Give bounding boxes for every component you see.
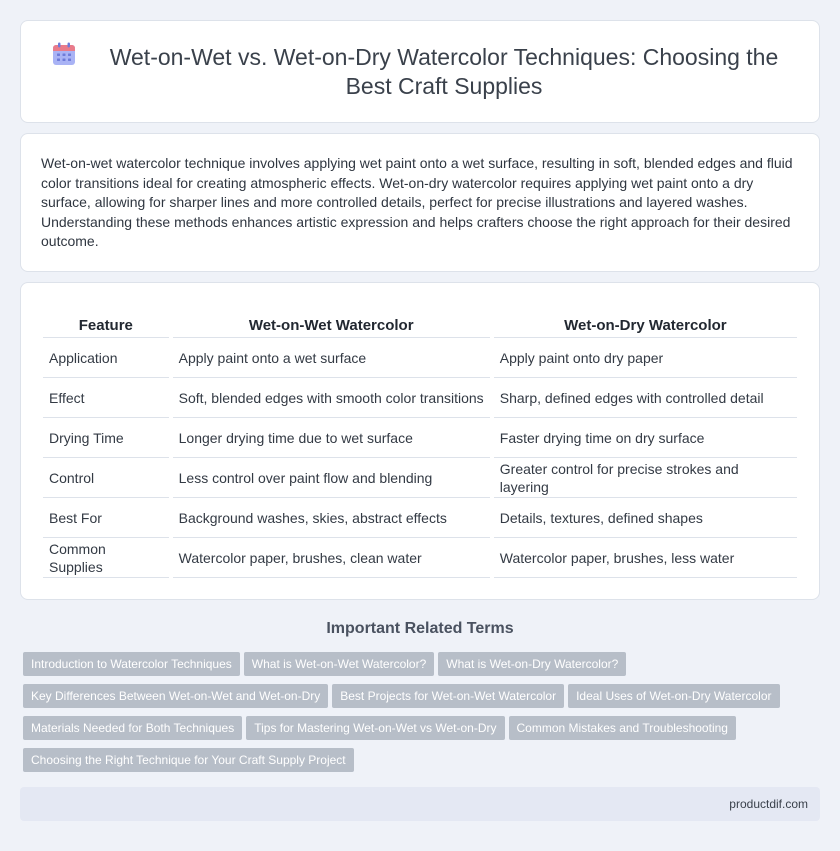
calendar-icon: [51, 41, 77, 67]
related-terms-title: Important Related Terms: [326, 620, 514, 637]
related-term-link[interactable]: Ideal Uses of Wet-on-Dry Watercolor: [568, 684, 779, 708]
wet-on-wet-cell: Apply paint onto a wet surface: [173, 338, 490, 378]
wet-on-dry-cell: Details, textures, defined shapes: [494, 498, 797, 538]
footer: [20, 787, 820, 821]
related-term-link[interactable]: Tips for Mastering Wet-on-Wet vs Wet-on-Dry: [246, 716, 504, 740]
wet-on-dry-cell: Greater control for precise strokes and layering: [494, 458, 797, 498]
related-terms-list: [23, 652, 823, 780]
table-header-row: [43, 305, 797, 338]
header-wet-on-dry: Wet-on-Dry Watercolor: [494, 305, 797, 338]
comparison-table: [39, 305, 801, 578]
footer-site-name[interactable]: productdif.com: [729, 797, 808, 811]
table-row: [43, 338, 797, 378]
related-term-link[interactable]: What is Wet-on-Dry Watercolor?: [438, 652, 626, 676]
wet-on-wet-cell: Soft, blended edges with smooth color transitions: [173, 378, 490, 418]
wet-on-dry-cell: Apply paint onto dry paper: [494, 338, 797, 378]
related-term-link[interactable]: What is Wet-on-Wet Watercolor?: [244, 652, 435, 676]
table-row: [43, 458, 797, 498]
wet-on-wet-cell: Watercolor paper, brushes, clean water: [173, 538, 490, 578]
wet-on-wet-cell: Longer drying time due to wet surface: [173, 418, 490, 458]
feature-cell: Best For: [43, 498, 169, 538]
feature-cell: Common Supplies: [43, 538, 169, 578]
feature-cell: Application: [43, 338, 169, 378]
intro-paragraph: Wet-on-wet watercolor technique involves applying wet paint onto a wet surface, resulting in soft, blended edges and fluid color transitions ideal for creating atmospheric effects. Wet-on-dry watercolor requires applying wet paint onto a dry surface, allowing for sharper lines and more controlled details, perfect for precise illustrations and layered washes. Understanding these methods enhances artistic expression and helps crafters choose the right approach for their desired outcome.: [41, 155, 793, 249]
related-term-link[interactable]: Common Mistakes and Troubleshooting: [509, 716, 736, 740]
header-feature: Feature: [43, 305, 169, 338]
table-row: [43, 378, 797, 418]
related-term-link[interactable]: Best Projects for Wet-on-Wet Watercolor: [332, 684, 564, 708]
header-wet-on-wet: Wet-on-Wet Watercolor: [173, 305, 490, 338]
related-term-link[interactable]: Choosing the Right Technique for Your Craft Supply Project: [23, 748, 354, 772]
wet-on-wet-cell: Background washes, skies, abstract effects: [173, 498, 490, 538]
related-term-link[interactable]: Introduction to Watercolor Techniques: [23, 652, 240, 676]
feature-cell: Drying Time: [43, 418, 169, 458]
table-row: [43, 498, 797, 538]
intro-card: [20, 133, 820, 272]
page-title: Wet-on-Wet vs. Wet-on-Dry Watercolor Techniques: Choosing the Best Craft Supplies: [109, 43, 779, 99]
header-card: [20, 20, 820, 123]
table-row: [43, 418, 797, 458]
feature-cell: Control: [43, 458, 169, 498]
feature-cell: Effect: [43, 378, 169, 418]
wet-on-dry-cell: Faster drying time on dry surface: [494, 418, 797, 458]
wet-on-dry-cell: Watercolor paper, brushes, less water: [494, 538, 797, 578]
wet-on-wet-cell: Less control over paint flow and blending: [173, 458, 490, 498]
related-term-link[interactable]: Key Differences Between Wet-on-Wet and Wet-on-Dry: [23, 684, 328, 708]
related-term-link[interactable]: Materials Needed for Both Techniques: [23, 716, 242, 740]
comparison-card: [20, 282, 820, 600]
table-row: [43, 538, 797, 578]
wet-on-dry-cell: Sharp, defined edges with controlled detail: [494, 378, 797, 418]
